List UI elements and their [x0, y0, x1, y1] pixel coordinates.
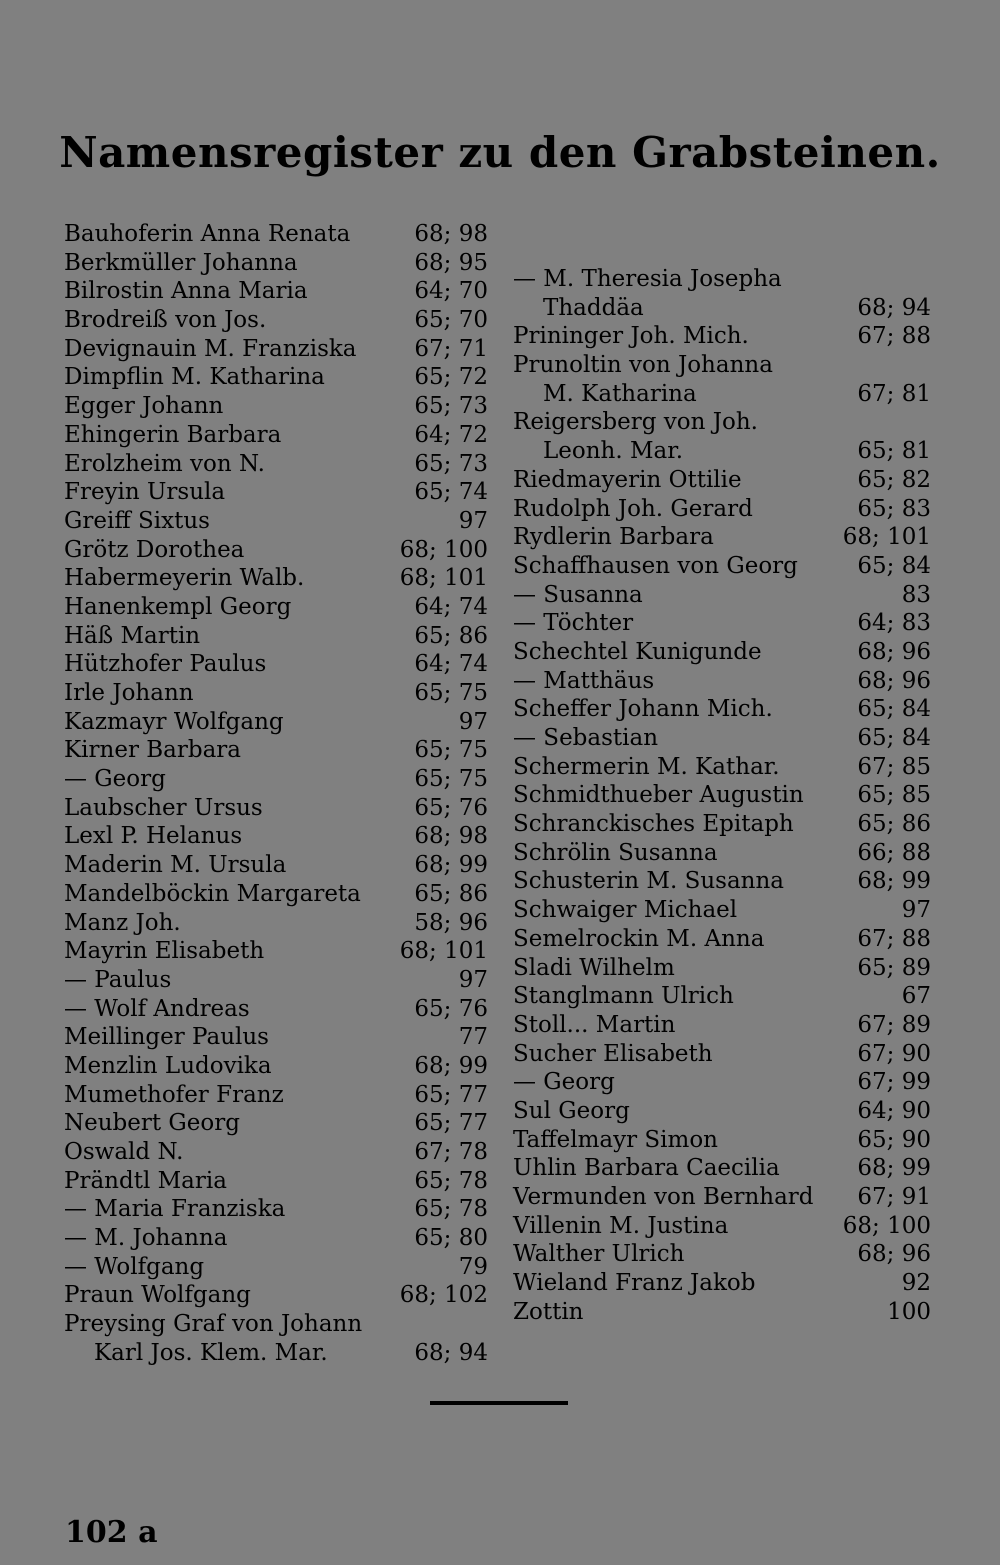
register-entry [64, 564, 488, 593]
register-entry [64, 1081, 488, 1110]
register-entry [64, 1195, 488, 1224]
page-title: Namensregister zu den Grabsteinen. [59, 128, 941, 177]
entry-name: Menzlin Ludovika [64, 1052, 272, 1079]
entry-page-ref: 67 [901, 983, 931, 1010]
entry-page-ref: 68; 98 [414, 221, 488, 247]
register-entry [513, 437, 931, 466]
entry-name: — Susanna [513, 581, 643, 608]
register-entry [513, 781, 931, 810]
entry-page-ref: 65; 77 [414, 1110, 488, 1137]
register-entry [64, 650, 488, 679]
entry-name: Thaddäa [543, 294, 644, 321]
register-entry [513, 265, 931, 294]
entry-page-ref: 97 [458, 966, 488, 993]
entry-name: Schusterin M. Susanna [513, 868, 784, 895]
entry-name: Mayrin Elisabeth [64, 938, 265, 965]
register-entry [64, 851, 488, 880]
register-entry [64, 335, 488, 364]
entry-page-ref: 68; 101 [842, 524, 931, 551]
entry-name: Riedmayerin Ottilie [513, 466, 742, 493]
entry-page-ref: 64; 74 [414, 593, 488, 620]
entry-name: Praun Wolfgang [64, 1282, 251, 1309]
entry-name: Uhlin Barbara Caecilia [513, 1155, 780, 1182]
register-entry [64, 478, 488, 507]
entry-page-ref: 65; 72 [414, 364, 488, 391]
entry-page-ref: 65; 75 [414, 680, 488, 706]
register-entry [64, 1052, 488, 1081]
page-number: 102 a [65, 1515, 158, 1550]
entry-name: Laubscher Ursus [64, 794, 263, 821]
entry-page-ref: 68; 94 [414, 1339, 488, 1366]
entry-page-ref: 66; 88 [857, 839, 931, 866]
entry-page-ref: 68; 101 [399, 565, 488, 592]
entry-page-ref: 67; 85 [857, 753, 931, 780]
entry-name: Schwaiger Michael [513, 897, 738, 924]
register-entry [513, 695, 931, 724]
entry-page-ref: 68; 99 [414, 1052, 488, 1079]
register-entry [513, 495, 931, 524]
entry-page-ref: 65; 76 [414, 794, 488, 821]
entry-page-ref: 64; 72 [414, 421, 488, 448]
register-entry [513, 1298, 931, 1327]
entry-name: Walther Ulrich [513, 1241, 685, 1268]
entry-page-ref: 83 [901, 581, 931, 608]
entry-page-ref: 65; 84 [857, 725, 931, 751]
entry-page-ref: 65; 81 [857, 438, 931, 465]
register-entry [64, 1281, 488, 1310]
entry-page-ref: 97 [458, 507, 488, 534]
register-entry [64, 1310, 488, 1339]
entry-name: — Matthäus [513, 667, 655, 694]
entry-page-ref: 77 [458, 1024, 488, 1051]
entry-name: — Paulus [64, 966, 172, 993]
entry-name: — Wolfgang [64, 1253, 205, 1280]
register-entry [513, 552, 931, 581]
entry-name: Maderin M. Ursula [64, 852, 287, 879]
entry-name: Mandelböckin Margareta [64, 880, 361, 907]
entry-name: Egger Johann [64, 393, 224, 420]
register-entry [513, 638, 931, 667]
entry-name: Ehingerin Barbara [64, 421, 282, 448]
entry-page-ref: 68; 100 [842, 1212, 931, 1239]
entry-page-ref: 65; 80 [414, 1225, 488, 1252]
entry-name: Devignauin M. Franziska [64, 335, 357, 362]
entry-name: Bilrostin Anna Maria [64, 278, 308, 305]
register-entry [64, 937, 488, 966]
entry-name: — Maria Franziska [64, 1196, 286, 1223]
entry-name: Taffelmayr Simon [513, 1126, 718, 1153]
register-entry [513, 954, 931, 983]
entry-page-ref: 65; 74 [414, 479, 488, 506]
register-entry [513, 380, 931, 409]
entry-page-ref: 65; 90 [857, 1126, 931, 1153]
register-entry [513, 322, 931, 351]
entry-name: Greiff Sixtus [64, 507, 210, 534]
entry-name: Semelrockin M. Anna [513, 925, 765, 952]
register-entry [513, 1068, 931, 1097]
register-entry [64, 679, 488, 708]
entry-name: Bauhoferin Anna Renata [64, 221, 351, 247]
entry-name: Berkmüller Johanna [64, 249, 298, 276]
register-entry [513, 1126, 931, 1155]
entry-name: Brodreiß von Jos. [64, 307, 267, 334]
entry-page-ref: 79 [458, 1253, 488, 1280]
entry-page-ref: 68; 96 [857, 667, 931, 694]
register-entry [513, 867, 931, 896]
register-entry [513, 1097, 931, 1126]
register-entry [64, 277, 488, 306]
entry-name: Schechtel Kunigunde [513, 638, 762, 665]
entry-name: Sladi Wilhelm [513, 954, 675, 981]
register-entry [64, 794, 488, 823]
entry-name: Schmidthueber Augustin [513, 782, 804, 809]
register-entry [64, 536, 488, 565]
closing-rule [430, 1401, 568, 1405]
register-entry [513, 294, 931, 323]
register-entry [64, 249, 488, 278]
register-entry [64, 392, 488, 421]
register-entry [513, 1240, 931, 1269]
register-entry [64, 220, 488, 249]
register-entry [64, 306, 488, 335]
register-entry [513, 1040, 931, 1069]
register-entry [64, 1109, 488, 1138]
entry-page-ref: 68; 100 [399, 536, 488, 563]
register-entry [513, 982, 931, 1011]
entry-page-ref: 67; 78 [414, 1139, 488, 1165]
register-entry [513, 925, 931, 954]
entry-name: Grötz Dorothea [64, 536, 245, 563]
register-entry [64, 1138, 488, 1167]
entry-page-ref: 97 [901, 897, 931, 924]
register-entry [64, 363, 488, 392]
entry-page-ref: 64; 70 [414, 278, 488, 305]
entry-page-ref: 65; 77 [414, 1081, 488, 1108]
entry-name: Prininger Joh. Mich. [513, 323, 749, 350]
entry-name: — Georg [513, 1069, 615, 1096]
entry-name: Häß Martin [64, 622, 201, 649]
register-entry [513, 1011, 931, 1040]
entry-page-ref: 65; 76 [414, 995, 488, 1022]
register-entry [513, 839, 931, 868]
entry-name: Scheffer Johann Mich. [513, 696, 773, 723]
entry-page-ref: 65; 89 [857, 954, 931, 981]
entry-page-ref: 65; 83 [857, 495, 931, 522]
entry-name: Freyin Ursula [64, 479, 226, 506]
entry-page-ref: 67; 91 [857, 1184, 931, 1210]
entry-page-ref: 65; 84 [857, 696, 931, 723]
entry-page-ref: 67; 99 [857, 1069, 931, 1096]
entry-page-ref: 65; 70 [414, 307, 488, 334]
register-entry [64, 966, 488, 995]
register-entry [513, 724, 931, 753]
register-entry [513, 1154, 931, 1183]
entry-name: Wieland Franz Jakob [513, 1270, 756, 1297]
register-entry [513, 810, 931, 839]
entry-page-ref: 68; 102 [399, 1282, 488, 1309]
register-entry [513, 667, 931, 696]
entry-name: Kazmayr Wolfgang [64, 708, 284, 735]
entry-page-ref: 68; 94 [857, 294, 931, 321]
entry-page-ref: 67; 90 [857, 1040, 931, 1067]
entry-name: — Wolf Andreas [64, 995, 250, 1022]
register-entry [513, 581, 931, 610]
entry-page-ref: 67; 88 [857, 925, 931, 952]
entry-page-ref: 68; 95 [414, 249, 488, 276]
entry-name: Sucher Elisabeth [513, 1040, 713, 1067]
entry-name: Vermunden von Bernhard [513, 1184, 814, 1210]
register-entry [513, 408, 931, 437]
entry-name: Meillinger Paulus [64, 1024, 269, 1051]
entry-name: Neubert Georg [64, 1110, 240, 1137]
register-entry [64, 622, 488, 651]
register-entry [513, 1183, 931, 1212]
entry-name: Habermeyerin Walb. [64, 565, 305, 592]
entry-page-ref: 65; 86 [414, 622, 488, 649]
entry-name: Stoll... Martin [513, 1011, 676, 1038]
register-entry [64, 765, 488, 794]
register-entry [513, 1269, 931, 1298]
register-entry [64, 421, 488, 450]
register-entry [64, 736, 488, 765]
entry-page-ref: 68; 101 [399, 938, 488, 965]
entry-name: Sul Georg [513, 1097, 630, 1124]
entry-page-ref: 67; 71 [414, 335, 488, 362]
entry-page-ref: 64; 83 [857, 610, 931, 637]
register-entry [64, 593, 488, 622]
entry-name: Rudolph Joh. Gerard [513, 495, 753, 522]
entry-name: — Töchter [513, 610, 634, 637]
entry-name: M. Katharina [543, 380, 697, 407]
entry-page-ref: 65; 73 [414, 450, 488, 477]
entry-name: Dimpflin M. Katharina [64, 364, 325, 391]
register-entry [513, 753, 931, 782]
register-entry [64, 995, 488, 1024]
entry-page-ref: 68; 98 [414, 823, 488, 850]
entry-name: Manz Joh. [64, 909, 181, 936]
entry-name: Irle Johann [64, 680, 194, 706]
entry-page-ref: 68; 96 [857, 1241, 931, 1268]
entry-page-ref: 100 [887, 1298, 931, 1325]
register-entry [513, 523, 931, 552]
entry-page-ref: 92 [901, 1270, 931, 1297]
entry-page-ref: 65; 73 [414, 393, 488, 420]
entry-page-ref: 97 [458, 708, 488, 735]
entry-name: Villenin M. Justina [513, 1212, 729, 1239]
entry-name: Preysing Graf von Johann [64, 1311, 363, 1338]
entry-page-ref: 68; 99 [414, 852, 488, 879]
register-entry [64, 822, 488, 851]
entry-page-ref: 64; 74 [414, 651, 488, 678]
entry-name: Leonh. Mar. [543, 438, 684, 465]
entry-page-ref: 65; 85 [857, 782, 931, 809]
entry-name: Hützhofer Paulus [64, 651, 267, 678]
entry-name: Hanenkempl Georg [64, 593, 292, 620]
entry-name: Prunoltin von Johanna [513, 352, 773, 379]
register-entry [513, 1212, 931, 1241]
register-entry [64, 1224, 488, 1253]
entry-page-ref: 67; 81 [857, 380, 931, 407]
entry-name: Lexl P. Helanus [64, 823, 243, 850]
entry-name: Rydlerin Barbara [513, 524, 714, 551]
register-entry [64, 909, 488, 938]
entry-page-ref: 67; 88 [857, 323, 931, 350]
entry-name: — M. Theresia Josepha [513, 266, 782, 292]
register-entry [64, 1023, 488, 1052]
entry-page-ref: 65; 75 [414, 737, 488, 764]
entry-page-ref: 65; 82 [857, 466, 931, 493]
entry-name: Schranckisches Epitaph [513, 811, 794, 838]
entry-name: Schermerin M. Kathar. [513, 753, 780, 780]
entry-page-ref: 65; 78 [414, 1196, 488, 1223]
entry-name: Oswald N. [64, 1139, 184, 1165]
register-entry [513, 351, 931, 380]
right-column [513, 265, 931, 1326]
register-entry [64, 450, 488, 479]
entry-page-ref: 58; 96 [414, 909, 488, 936]
entry-name: — Sebastian [513, 725, 659, 751]
entry-page-ref: 65; 86 [414, 880, 488, 907]
entry-page-ref: 68; 99 [857, 1155, 931, 1182]
register-entry [64, 880, 488, 909]
entry-name: Schaffhausen von Georg [513, 552, 798, 579]
entry-name: Erolzheim von N. [64, 450, 265, 477]
entry-name: Zottin [513, 1298, 584, 1325]
entry-name: Kirner Barbara [64, 737, 242, 764]
register-entry [64, 1253, 488, 1282]
entry-page-ref: 64; 90 [857, 1097, 931, 1124]
entry-page-ref: 65; 86 [857, 811, 931, 838]
left-column [64, 220, 488, 1368]
entry-page-ref: 65; 84 [857, 552, 931, 579]
entry-page-ref: 68; 96 [857, 638, 931, 665]
entry-name: Karl Jos. Klem. Mar. [94, 1339, 328, 1366]
entry-name: Schrölin Susanna [513, 839, 718, 866]
register-entry [513, 896, 931, 925]
register-entry [64, 708, 488, 737]
register-entry [64, 1339, 488, 1368]
register-entry [64, 1167, 488, 1196]
entry-name: Mumethofer Franz [64, 1081, 284, 1108]
entry-page-ref: 65; 78 [414, 1167, 488, 1194]
entry-name: — Georg [64, 766, 166, 793]
entry-page-ref: 67; 89 [857, 1011, 931, 1038]
register-entry [513, 609, 931, 638]
entry-name: Prändtl Maria [64, 1167, 227, 1194]
entry-name: Stanglmann Ulrich [513, 983, 734, 1010]
entry-page-ref: 65; 75 [414, 766, 488, 793]
entry-name: — M. Johanna [64, 1225, 228, 1252]
entry-name: Reigersberg von Joh. [513, 409, 758, 436]
register-entry [64, 507, 488, 536]
entry-page-ref: 68; 99 [857, 868, 931, 895]
register-entry [513, 466, 931, 495]
